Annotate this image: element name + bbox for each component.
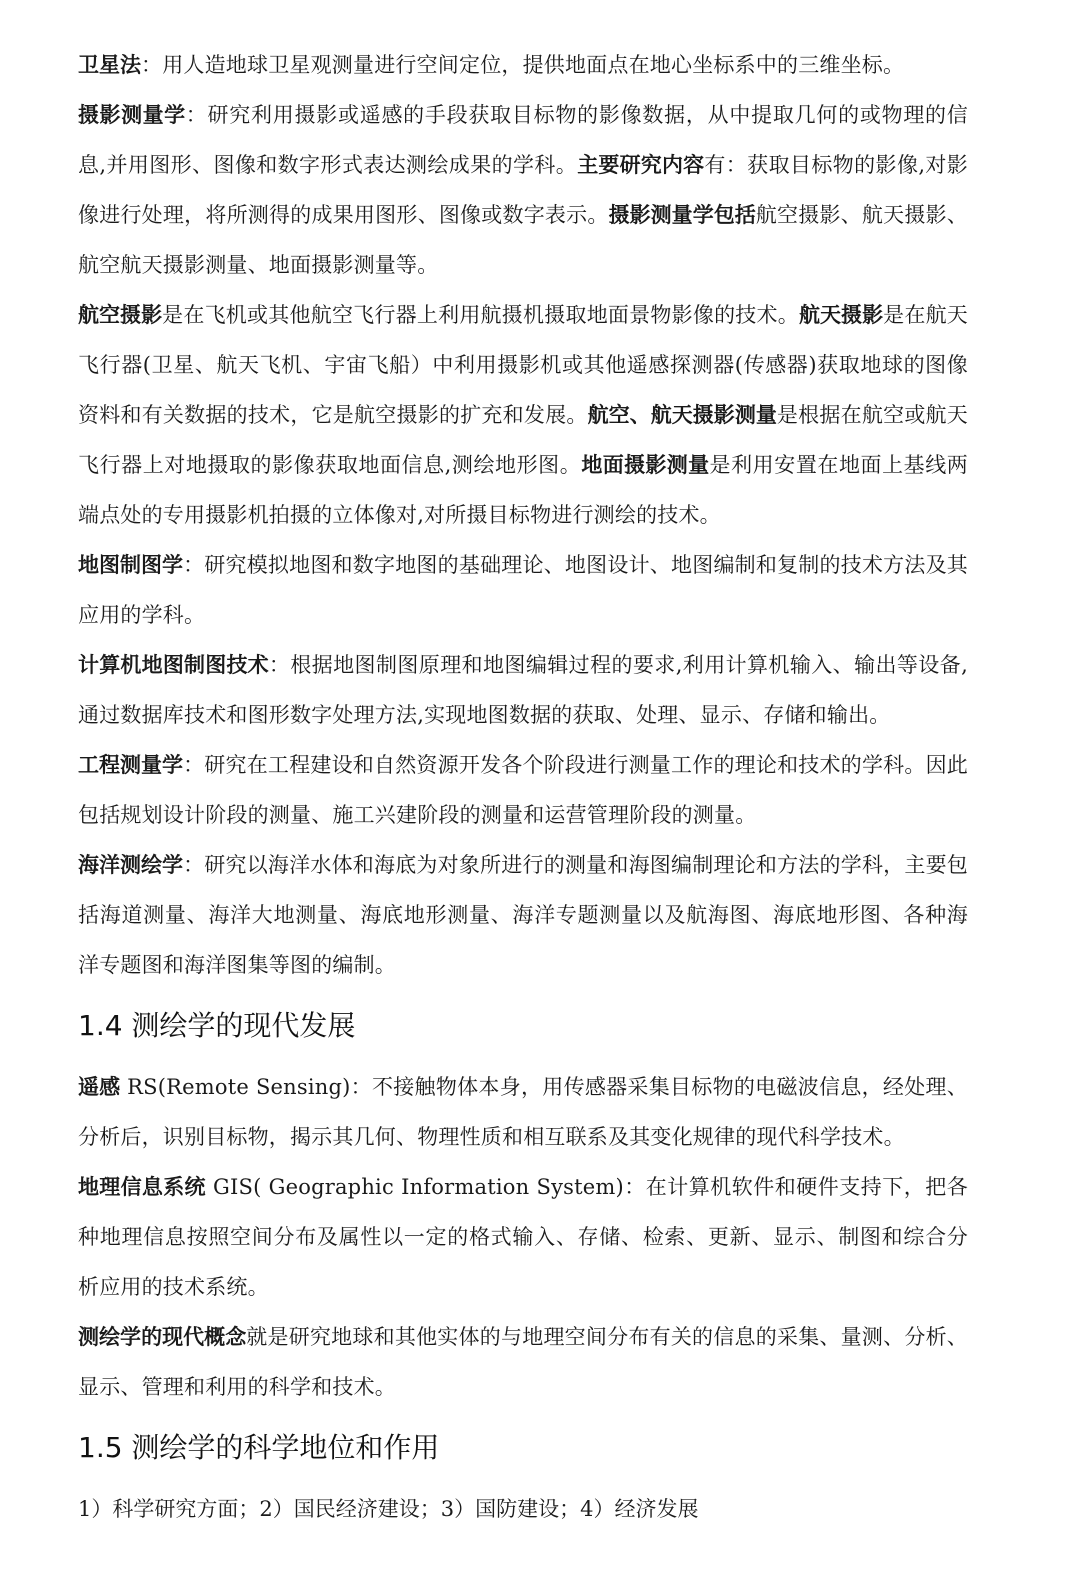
paragraph-computer-cartography <box>78 640 968 740</box>
definition-text: ：研究利用摄影或遥感的手段获取目标物的影像数据，从中提取几何的或物理的信息,并用图形、图像和数字形式表达测绘成果的学科。 <box>78 103 969 177</box>
definition-text: ：根据地图制图原理和地图编辑过程的要求,利用计算机输入、输出等设备,通过数据库技术和图形数字处理方法,实现地图数据的获取、处理、显示、存储和输出。 <box>78 653 969 727</box>
paragraph-photogrammetry <box>78 90 968 290</box>
term-gis: 地理信息系统 <box>78 1175 206 1199</box>
term-marine-surveying: 海洋测绘学 <box>78 853 184 877</box>
section-heading-1-5: 1.5 测绘学的科学地位和作用 <box>78 1431 440 1464</box>
document-page <box>78 40 968 1555</box>
term-photogrammetry-includes: 摄影测量学包括 <box>608 203 756 227</box>
term-cartography: 地图制图学 <box>78 553 184 577</box>
term-aerial-photography: 航空摄影 <box>78 303 163 327</box>
term-remote-sensing: 遥感 <box>78 1075 121 1099</box>
definition-text: 是根据在航空或航天飞行器上对地摄取的影像获取地面信息,测绘地形图。 <box>78 403 968 477</box>
paragraph-marine-surveying <box>78 840 968 990</box>
term-modern-concept: 测绘学的现代概念 <box>78 1325 247 1349</box>
section-heading-1-4: 1.4 测绘学的现代发展 <box>78 1009 356 1042</box>
definition-text: 是在飞机或其他航空飞行器上利用航摄机摄取地面景物影像的技术。 <box>162 303 799 327</box>
paragraph-engineering-surveying <box>78 740 968 840</box>
definition-text: 有：获取目标物的影像,对影像进行处理，将所测得的成果用图形、图像或数字表示。 <box>78 153 969 227</box>
definition-text: RS(Remote Sensing)：不接触物体本身，用传感器采集目标物的电磁波信息，经处理、分析后，识别目标物，揭示其几何、物理性质和相互联系及其变化规律的现代科学技术。 <box>78 1075 968 1149</box>
paragraph-aerial-photography <box>78 290 968 540</box>
term-photogrammetry: 摄影测量学 <box>78 103 186 127</box>
definition-text: 航空摄影、航天摄影、航空航天摄影测量、地面摄影测量等。 <box>78 203 969 277</box>
term-space-photography: 航天摄影 <box>799 303 884 327</box>
paragraph-remote-sensing <box>78 1062 968 1162</box>
paragraph-modern-concept <box>78 1312 968 1412</box>
definition-text: ：研究以海洋水体和海底为对象所进行的测量和海图编制理论和方法的学科，主要包括海道测量、海洋大地测量、海底地形测量、海洋专题测量以及航海图、海底地形图、各种海洋专题图和海洋图集等图的编制。 <box>78 853 968 977</box>
definition-text: ：用人造地球卫星观测量进行空间定位，提供地面点在地心坐标系中的三维坐标。 <box>141 53 905 77</box>
paragraph-satellite-method <box>78 40 968 90</box>
definition-text: GIS( Geographic Information System)：在计算机软件和硬件支持下，把各种地理信息按照空间分布及属性以一定的格式输入、存储、检索、更新、显示、制图和综合分析应用的技术系统。 <box>78 1175 968 1299</box>
definition-text: 就是研究地球和其他实体的与地理空间分布有关的信息的采集、量测、分析、显示、管理和利用的科学和技术。 <box>78 1325 968 1399</box>
definition-text: ：研究在工程建设和自然资源开发各个阶段进行测量工作的理论和技术的学科。因此包括规划设计阶段的测量、施工兴建阶段的测量和运营管理阶段的测量。 <box>78 753 968 827</box>
definition-text: 是在航天飞行器(卫星、航天飞机、宇宙飞船）中利用摄影机或其他遥感探测器(传感器)获取地球的图像资料和有关数据的技术，它是航空摄影的扩充和发展。 <box>78 303 969 427</box>
definition-text: 是利用安置在地面上基线两端点处的专用摄影机拍摄的立体像对,对所摄目标物进行测绘的技术。 <box>78 453 968 527</box>
term-aerospace-photogrammetry: 航空、航天摄影测量 <box>587 403 777 427</box>
term-terrestrial-photogrammetry: 地面摄影测量 <box>581 453 710 477</box>
term-computer-cartography: 计算机地图制图技术 <box>78 653 269 677</box>
definition-text: ：研究模拟地图和数字地图的基础理论、地图设计、地图编制和复制的技术方法及其应用的学科。 <box>78 553 968 627</box>
paragraph-cartography <box>78 540 968 640</box>
term-main-research: 主要研究内容 <box>577 153 705 177</box>
paragraph-gis <box>78 1162 968 1312</box>
term-satellite-method: 卫星法 <box>78 53 141 77</box>
roles-list: 1）科学研究方面；2）国民经济建设；3）国防建设；4）经济发展 <box>78 1497 699 1521</box>
term-engineering-surveying: 工程测量学 <box>78 753 184 777</box>
